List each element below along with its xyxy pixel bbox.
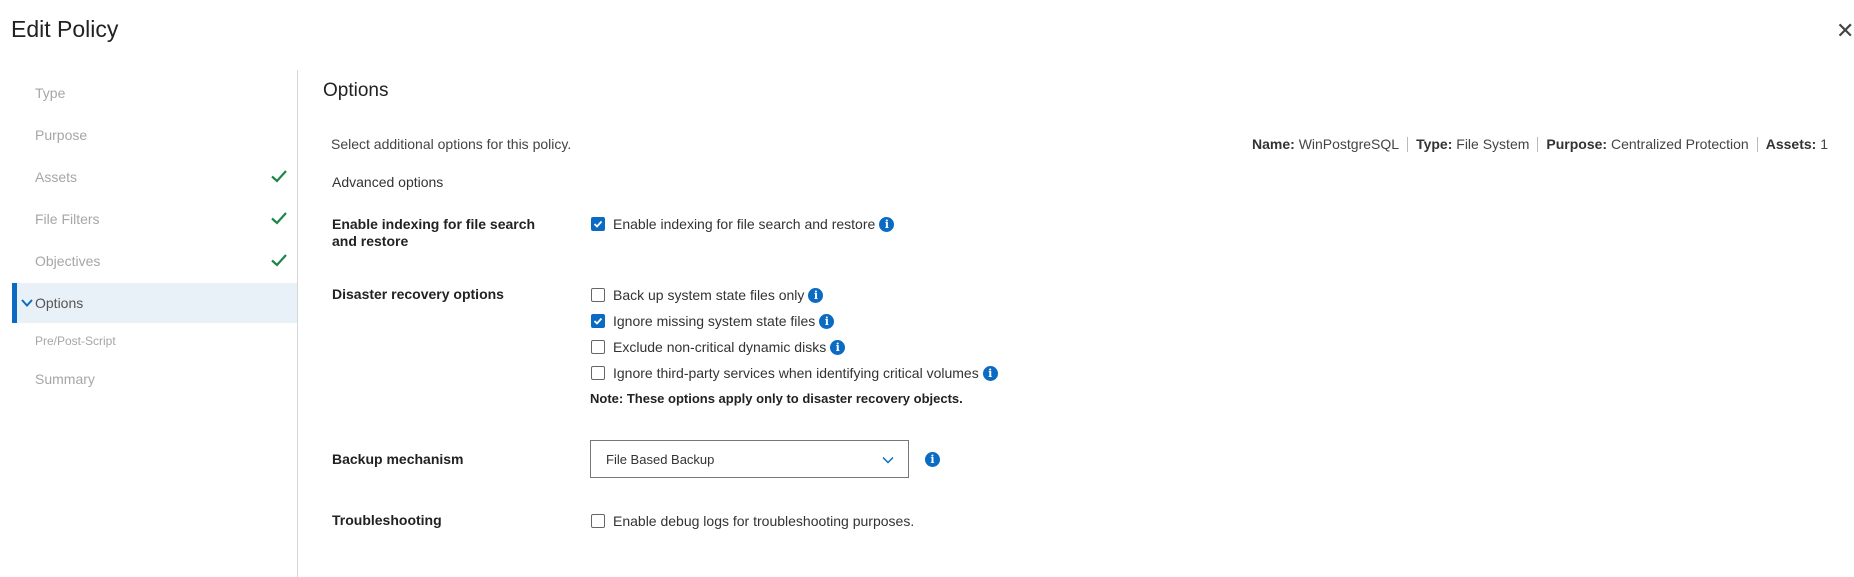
summary-assets-label: Assets:: [1765, 136, 1817, 152]
info-icon[interactable]: i: [830, 340, 845, 355]
debug-logs-label[interactable]: Enable debug logs for troubleshooting purposes.: [613, 513, 915, 529]
policy-summary: [1252, 136, 1828, 152]
chevron-down-icon: [20, 296, 34, 310]
dr-option-exclude-noncritical: [591, 339, 845, 355]
debug-logs-checkbox[interactable]: [591, 514, 605, 528]
advanced-options-heading: Advanced options: [332, 174, 444, 190]
indexing-option: [591, 216, 894, 232]
step-options[interactable]: [12, 283, 297, 323]
chevron-down-icon: [882, 454, 894, 466]
step-purpose[interactable]: [12, 115, 297, 155]
check-icon: [270, 251, 288, 269]
section-title: Options: [323, 80, 389, 101]
summary-type-label: Type:: [1416, 136, 1453, 152]
indexing-label: Enable indexing for file search and restore: [332, 216, 536, 249]
info-icon[interactable]: i: [925, 452, 940, 467]
step-label: Assets: [35, 169, 78, 185]
summary-name-label: Name:: [1252, 136, 1295, 152]
step-label: Purpose: [35, 127, 88, 143]
troubleshooting-label: Troubleshooting: [332, 512, 442, 528]
dr-option-label[interactable]: Ignore third-party services when identifying critical volumes: [613, 365, 979, 381]
summary-assets-value: 1: [1820, 136, 1828, 152]
divider: [1407, 137, 1408, 152]
dr-option-label[interactable]: Ignore missing system state files: [613, 313, 816, 329]
summary-purpose-label: Purpose:: [1546, 136, 1608, 152]
dr-option-ignore-third-party: [591, 365, 998, 381]
step-label: Summary: [35, 371, 95, 387]
step-assets[interactable]: [12, 157, 297, 197]
dr-checkbox[interactable]: [591, 366, 605, 380]
step-label: File Filters: [35, 211, 100, 227]
dr-note: Note: These options apply only to disaster recovery objects.: [590, 391, 963, 406]
intro-text: Select additional options for this policy.: [331, 136, 572, 152]
dr-option-backup-system-state: [591, 287, 823, 303]
indexing-checkbox[interactable]: [591, 217, 605, 231]
step-objectives[interactable]: [12, 241, 297, 281]
backup-mechanism-select[interactable]: [590, 440, 909, 478]
divider: [1757, 137, 1758, 152]
disaster-recovery-label: Disaster recovery options: [332, 286, 504, 302]
step-label: Type: [35, 85, 66, 101]
check-icon: [593, 316, 603, 326]
dr-option-ignore-missing: [591, 313, 834, 329]
close-button[interactable]: ✕: [1836, 18, 1854, 43]
check-icon: [270, 167, 288, 185]
check-icon: [593, 219, 603, 229]
active-step-indicator: [12, 283, 17, 323]
info-icon[interactable]: i: [983, 366, 998, 381]
step-summary[interactable]: [12, 359, 297, 399]
dr-checkbox[interactable]: [591, 288, 605, 302]
dr-option-label[interactable]: Exclude non-critical dynamic disks: [613, 339, 827, 355]
info-icon[interactable]: i: [808, 288, 823, 303]
dr-checkbox[interactable]: [591, 340, 605, 354]
check-icon: [270, 209, 288, 227]
info-icon[interactable]: i: [879, 217, 894, 232]
step-label: Objectives: [35, 253, 101, 269]
step-label: Pre/Post-Script: [35, 334, 116, 348]
dr-checkbox[interactable]: [591, 314, 605, 328]
step-label: Options: [35, 295, 84, 311]
divider: [1537, 137, 1538, 152]
step-pre-post-script[interactable]: [12, 321, 297, 361]
indexing-checkbox-label[interactable]: Enable indexing for file search and restore: [613, 216, 876, 232]
troubleshooting-option: [591, 513, 914, 529]
dialog-title: Edit Policy: [11, 16, 119, 42]
step-file-filters[interactable]: [12, 199, 297, 239]
step-type[interactable]: [12, 73, 297, 113]
info-icon[interactable]: i: [819, 314, 834, 329]
summary-name-value: WinPostgreSQL: [1298, 136, 1400, 152]
sidebar-divider: [297, 70, 298, 577]
backup-mechanism-label: Backup mechanism: [332, 451, 464, 467]
dr-option-label[interactable]: Back up system state files only: [613, 287, 805, 303]
summary-purpose-value: Centralized Protection: [1610, 136, 1749, 152]
summary-type-value: File System: [1456, 136, 1530, 152]
backup-mechanism-value: File Based Backup: [606, 451, 715, 467]
